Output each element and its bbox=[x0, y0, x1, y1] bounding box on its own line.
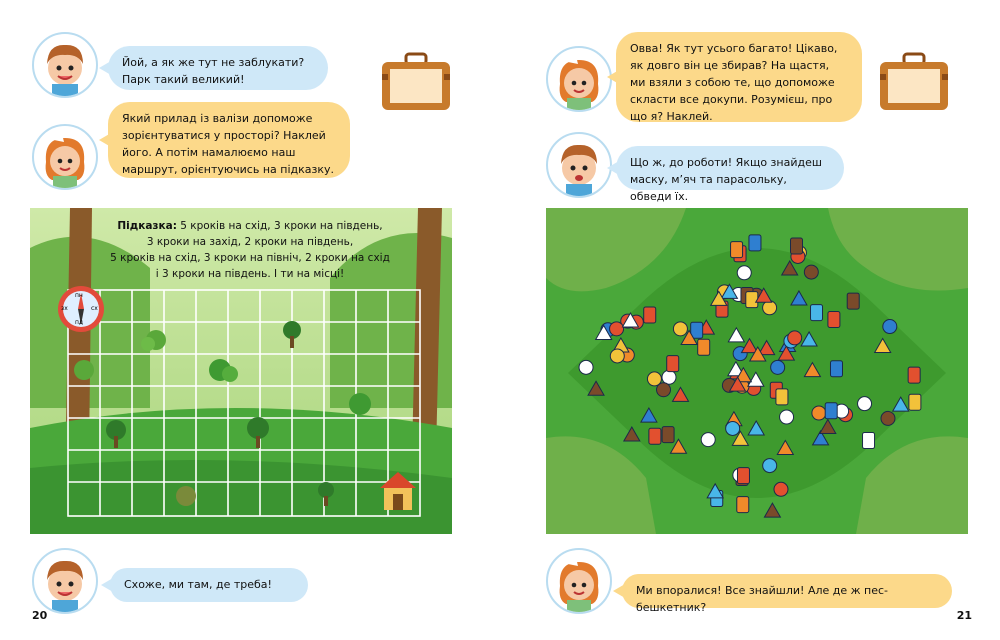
toy-object-icon[interactable] bbox=[737, 266, 751, 280]
hint-label: Підказка: bbox=[117, 220, 177, 232]
toy-object-icon[interactable] bbox=[788, 331, 802, 345]
bush-icon bbox=[349, 393, 371, 415]
toy-object-icon[interactable] bbox=[737, 497, 749, 513]
boy-bottom-speech-bubble bbox=[110, 568, 308, 602]
toy-object-icon[interactable] bbox=[649, 428, 661, 444]
toy-object-icon[interactable] bbox=[763, 301, 777, 315]
toy-object-icon[interactable] bbox=[791, 238, 803, 254]
girl-bottom-speech-text: Ми впоралися! Все знайшли! Але де ж пес-бешкетник? bbox=[636, 584, 889, 614]
hint-text-block bbox=[40, 218, 460, 282]
suitcase-sticker-slot[interactable] bbox=[878, 52, 950, 112]
boy-bottom-speech-text: Схоже, ми там, де треба! bbox=[124, 578, 272, 591]
suitcase-sticker-slot[interactable] bbox=[380, 52, 452, 112]
girl-avatar-bottom bbox=[546, 548, 612, 614]
toy-object-icon[interactable] bbox=[774, 482, 788, 496]
toy-object-icon[interactable] bbox=[780, 410, 794, 424]
toy-object-icon[interactable] bbox=[610, 349, 624, 363]
boy-speech-text: Йой, а як же тут не заблукати? Парк такий великий! bbox=[122, 56, 305, 86]
toy-object-icon[interactable] bbox=[673, 322, 687, 336]
toy-object-icon[interactable] bbox=[667, 356, 679, 372]
boy-speech-bubble bbox=[108, 46, 328, 90]
toy-object-icon[interactable] bbox=[883, 320, 897, 334]
toy-object-icon[interactable] bbox=[825, 403, 837, 419]
toy-object-icon[interactable] bbox=[771, 360, 785, 374]
toy-object-icon[interactable] bbox=[830, 361, 842, 377]
girl-avatar bbox=[546, 46, 612, 112]
girl-speech-text: Овва! Як тут усього багато! Цікаво, як довго він це збирав? На щастя, ми взяли з собою те, що допоможе скласти все докупи. Розумієш, про що я? Наклей. bbox=[630, 42, 838, 123]
boy-speech-bubble bbox=[616, 146, 844, 203]
toy-object-icon[interactable] bbox=[698, 339, 710, 355]
toy-object-icon[interactable] bbox=[657, 383, 671, 397]
toy-object-icon[interactable] bbox=[737, 468, 749, 484]
girl-speech-bubble bbox=[616, 32, 862, 122]
boy-avatar-bottom bbox=[32, 548, 98, 614]
toy-object-icon[interactable] bbox=[909, 394, 921, 410]
toy-object-icon[interactable] bbox=[662, 427, 674, 443]
girl-bottom-speech-bubble bbox=[622, 574, 952, 614]
toy-object-icon[interactable] bbox=[701, 433, 715, 447]
compass-icon bbox=[56, 284, 106, 334]
toy-object-icon[interactable] bbox=[858, 397, 872, 411]
toy-object-icon[interactable] bbox=[804, 265, 818, 279]
toy-object-icon[interactable] bbox=[610, 322, 624, 336]
toy-object-icon[interactable] bbox=[749, 235, 761, 251]
right-page bbox=[500, 0, 1000, 640]
page-number-right: 21 bbox=[956, 609, 972, 622]
toy-object-icon[interactable] bbox=[662, 370, 676, 384]
toy-object-icon[interactable] bbox=[908, 367, 920, 383]
boy-speech-text: Що ж, до роботи! Якщо знайдеш маску, м’яч та парасольку, обведи їх. bbox=[630, 156, 822, 203]
compass-north: пн bbox=[75, 292, 83, 299]
hidden-objects-scene[interactable] bbox=[546, 208, 968, 534]
bush-icon bbox=[176, 486, 196, 506]
girl-speech-bubble bbox=[108, 102, 350, 178]
toy-object-icon[interactable] bbox=[863, 433, 875, 449]
toy-object-icon[interactable] bbox=[763, 459, 777, 473]
toy-object-icon[interactable] bbox=[579, 360, 593, 374]
toy-object-icon[interactable] bbox=[644, 307, 656, 323]
hint-text: 5 кроків на схід, 3 кроки на південь, 3 кроки на захід, 2 кроки на південь, 5 кроків на схід, 3 кроки на північ, 2 кроки на схід і 3 кроки на південь. І ти на місці! bbox=[110, 220, 390, 280]
boy-avatar bbox=[546, 132, 612, 198]
toy-object-icon[interactable] bbox=[726, 421, 740, 435]
toy-object-icon[interactable] bbox=[776, 389, 788, 405]
toy-object-icon[interactable] bbox=[731, 242, 743, 258]
toy-object-icon[interactable] bbox=[812, 406, 826, 420]
bush-icon bbox=[74, 360, 94, 380]
toy-object-icon[interactable] bbox=[881, 411, 895, 425]
boy-avatar bbox=[32, 32, 98, 98]
page-number-left: 20 bbox=[32, 609, 48, 622]
toy-object-icon[interactable] bbox=[828, 312, 840, 328]
toy-object-icon[interactable] bbox=[847, 293, 859, 309]
toy-object-icon[interactable] bbox=[811, 305, 823, 321]
toy-object-icon[interactable] bbox=[746, 292, 758, 308]
compass-west: зх bbox=[61, 305, 68, 312]
compass-east: сх bbox=[91, 305, 98, 312]
compass-south: пд bbox=[75, 319, 84, 326]
girl-avatar bbox=[32, 124, 98, 190]
girl-speech-text: Який прилад із валізи допоможе зорієнтуватися у просторі? Наклей його. А потім намалюємо наш маршрут, орієнтуючись на підказку. bbox=[122, 112, 334, 176]
